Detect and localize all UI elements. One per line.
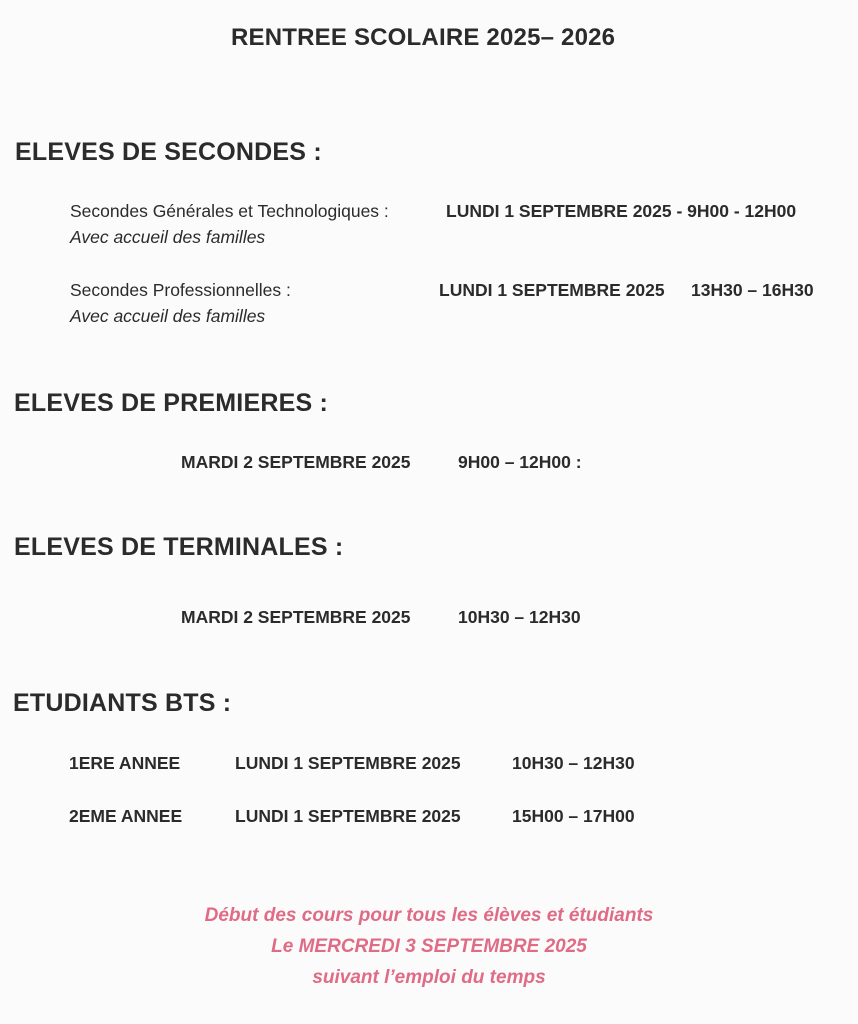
bts-row-time: 10H30 – 12H30 bbox=[512, 753, 635, 773]
footer-line-1: Début des cours pour tous les élèves et étudiants bbox=[204, 905, 654, 926]
secondes-pro-date: LUNDI 1 SEPTEMBRE 2025 bbox=[439, 280, 665, 300]
section-heading-premieres: ELEVES DE PREMIERES : bbox=[14, 389, 328, 417]
terminales-time: 10H30 – 12H30 bbox=[458, 607, 581, 627]
secondes-pro-label: Secondes Professionnelles : bbox=[70, 280, 291, 300]
bts-row-time: 15H00 – 17H00 bbox=[512, 806, 635, 826]
section-heading-secondes: ELEVES DE SECONDES : bbox=[15, 138, 322, 166]
secondes-pro-time: 13H30 – 16H30 bbox=[691, 280, 814, 300]
premieres-time: 9H00 – 12H00 : bbox=[458, 452, 582, 472]
secondes-generales-schedule: LUNDI 1 SEPTEMBRE 2025 - 9H00 - 12H00 bbox=[446, 201, 797, 221]
secondes-pro-note: Avec accueil des familles bbox=[70, 306, 266, 326]
secondes-generales-label: Secondes Générales et Technologiques : bbox=[70, 201, 389, 221]
bts-row-year: 2EME ANNEE bbox=[69, 806, 183, 826]
secondes-generales-note: Avec accueil des familles bbox=[70, 227, 266, 247]
terminales-date: MARDI 2 SEPTEMBRE 2025 bbox=[181, 607, 411, 627]
section-heading-bts: ETUDIANTS BTS : bbox=[13, 689, 232, 717]
footer-line-3: suivant l’emploi du temps bbox=[312, 967, 546, 988]
section-heading-terminales: ELEVES DE TERMINALES : bbox=[14, 533, 344, 561]
bts-row-year: 1ERE ANNEE bbox=[69, 753, 181, 773]
bts-row-date: LUNDI 1 SEPTEMBRE 2025 bbox=[235, 753, 461, 773]
premieres-date: MARDI 2 SEPTEMBRE 2025 bbox=[181, 452, 411, 472]
bts-row-date: LUNDI 1 SEPTEMBRE 2025 bbox=[235, 806, 461, 826]
page-title: RENTREE SCOLAIRE 2025– 2026 bbox=[231, 24, 616, 51]
footer-line-2: Le MERCREDI 3 SEPTEMBRE 2025 bbox=[271, 936, 587, 957]
